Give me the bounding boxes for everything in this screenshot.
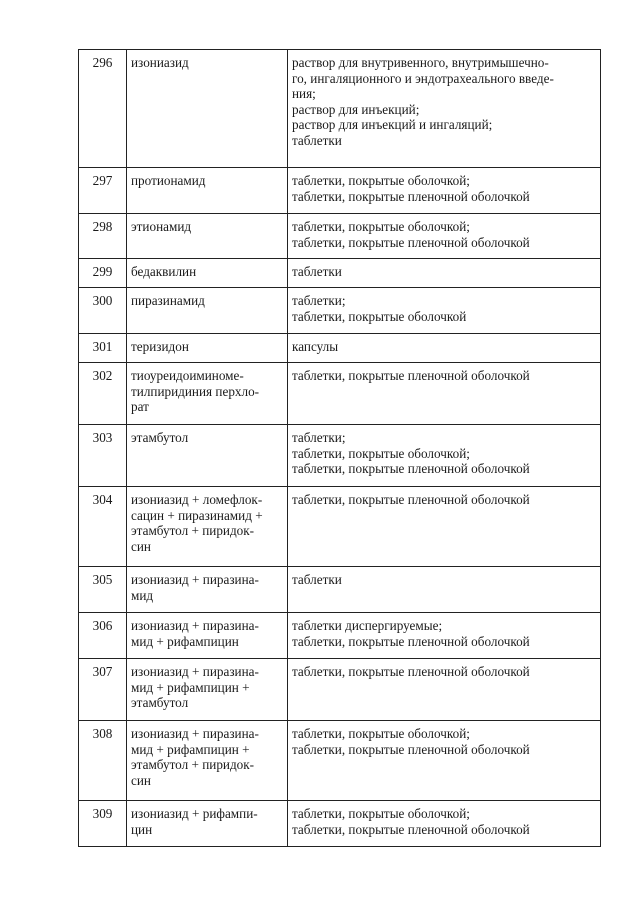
dosage-form: таблетки, покрытые пленочной оболочкой: [288, 363, 601, 425]
drug-name: изониазид + пиразина- мид + рифампицин: [127, 613, 288, 659]
drug-name: бедаквилин: [127, 259, 288, 288]
row-number: 298: [79, 214, 127, 259]
dosage-form: таблетки, покрытые оболочкой; таблетки, покрытые пленочной оболочкой: [288, 214, 601, 259]
drug-name: изониазид + ломефлок- сацин + пиразинамид + этамбутол + пиридок- син: [127, 487, 288, 567]
row-number: 308: [79, 721, 127, 801]
table-row: [79, 168, 601, 214]
dosage-form: таблетки, покрытые пленочной оболочкой: [288, 659, 601, 721]
row-number: 300: [79, 288, 127, 334]
table-row: [79, 334, 601, 363]
drug-name: этамбутол: [127, 425, 288, 487]
document-page: [78, 49, 600, 847]
table-row: [79, 567, 601, 613]
table-row: [79, 801, 601, 847]
table-row: [79, 214, 601, 259]
row-number: 306: [79, 613, 127, 659]
drug-name: теризидон: [127, 334, 288, 363]
dosage-form: таблетки; таблетки, покрытые оболочкой: [288, 288, 601, 334]
row-number: 305: [79, 567, 127, 613]
table-row: [79, 259, 601, 288]
drug-name: протионамид: [127, 168, 288, 214]
table-row: [79, 721, 601, 801]
row-number: 302: [79, 363, 127, 425]
table-row: [79, 659, 601, 721]
row-number: 296: [79, 50, 127, 168]
table-row: [79, 425, 601, 487]
dosage-form: капсулы: [288, 334, 601, 363]
dosage-form: таблетки: [288, 259, 601, 288]
row-number: 307: [79, 659, 127, 721]
drug-name: пиразинамид: [127, 288, 288, 334]
drug-name: изониазид + пиразина- мид + рифампицин + этамбутол: [127, 659, 288, 721]
dosage-form: таблетки диспергируемые; таблетки, покрытые пленочной оболочкой: [288, 613, 601, 659]
dosage-form: таблетки, покрытые оболочкой; таблетки, покрытые пленочной оболочкой: [288, 168, 601, 214]
dosage-form: таблетки, покрытые оболочкой; таблетки, покрытые пленочной оболочкой: [288, 721, 601, 801]
drug-name: этионамид: [127, 214, 288, 259]
drug-list-table: [78, 49, 601, 847]
row-number: 309: [79, 801, 127, 847]
table-row: [79, 288, 601, 334]
dosage-form: таблетки, покрытые оболочкой; таблетки, покрытые пленочной оболочкой: [288, 801, 601, 847]
drug-name: изониазид + рифампи- цин: [127, 801, 288, 847]
table-row: [79, 487, 601, 567]
dosage-form: раствор для внутривенного, внутримышечно- го, ингаляционного и эндотрахеального введе- ния; раствор для инъекций; раствор для инъекций и ингаляций; таблетки: [288, 50, 601, 168]
drug-name: изониазид + пиразина- мид: [127, 567, 288, 613]
table-row: [79, 363, 601, 425]
row-number: 304: [79, 487, 127, 567]
dosage-form: таблетки: [288, 567, 601, 613]
table-row: [79, 613, 601, 659]
drug-name: тиоуреидоиминоме- тилпиридиния перхло- рат: [127, 363, 288, 425]
row-number: 301: [79, 334, 127, 363]
dosage-form: таблетки; таблетки, покрытые оболочкой; таблетки, покрытые пленочной оболочкой: [288, 425, 601, 487]
drug-name: изониазид + пиразина- мид + рифампицин + этамбутол + пиридок- син: [127, 721, 288, 801]
row-number: 297: [79, 168, 127, 214]
row-number: 299: [79, 259, 127, 288]
table-row: [79, 50, 601, 168]
dosage-form: таблетки, покрытые пленочной оболочкой: [288, 487, 601, 567]
drug-name: изониазид: [127, 50, 288, 168]
row-number: 303: [79, 425, 127, 487]
table-body: [79, 50, 601, 847]
